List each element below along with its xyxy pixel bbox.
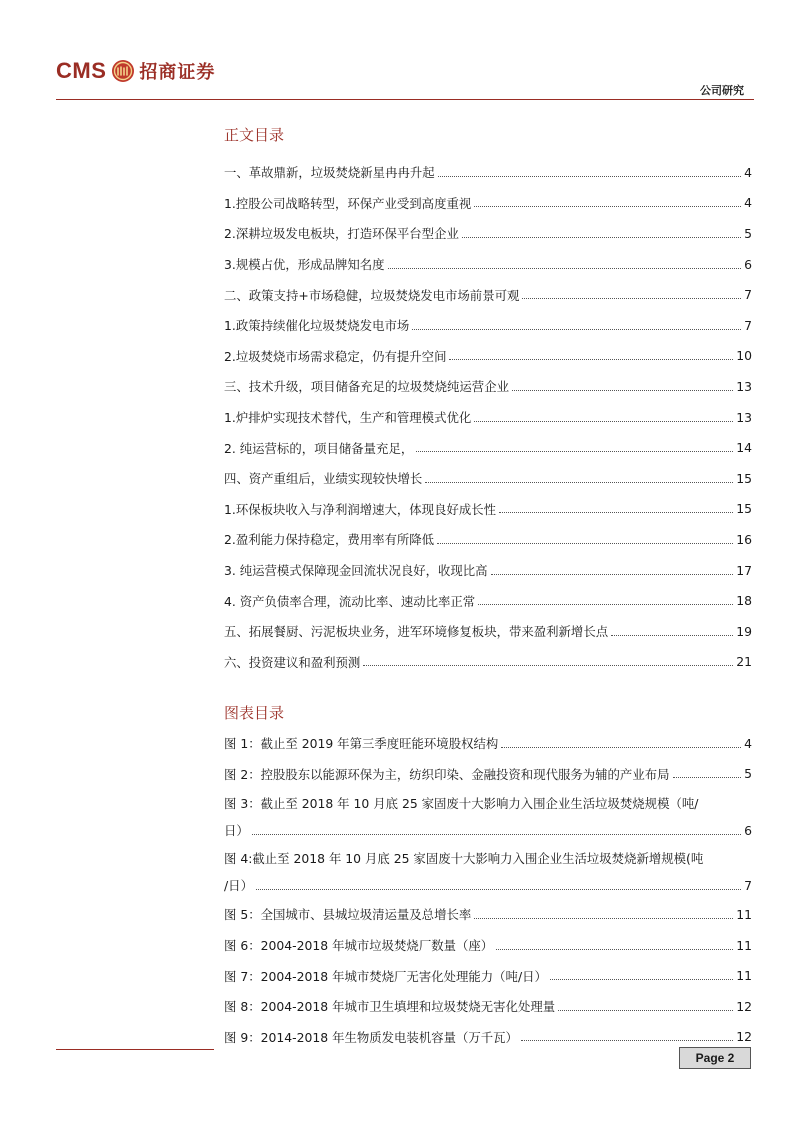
toc-item[interactable] xyxy=(224,157,752,188)
dot-leader xyxy=(550,979,733,980)
dot-leader xyxy=(438,176,741,177)
figure-item-page: 7 xyxy=(744,877,752,893)
figure-item-label-line2: /日） xyxy=(224,878,253,894)
dot-leader xyxy=(512,390,733,391)
page-number-badge: Page 2 xyxy=(679,1047,751,1069)
logo-text-cn: 招商证券 xyxy=(139,62,216,83)
dot-leader xyxy=(558,1010,733,1011)
toc-item-label: 2.盈利能力保持稳定，费用率有所降低 xyxy=(224,532,435,548)
logo-text-en: CMS xyxy=(56,58,107,83)
toc-item-page: 16 xyxy=(736,531,752,547)
dot-leader xyxy=(425,482,733,483)
footer-divider xyxy=(56,1049,214,1050)
toc-title: 正文目录 xyxy=(224,126,285,144)
figure-item-page: 12 xyxy=(736,998,752,1014)
logo-badge-icon xyxy=(111,59,135,83)
toc-item-page: 13 xyxy=(736,409,752,425)
toc-item-label: 3. 纯运营模式保障现金回流状况良好，收现比高 xyxy=(224,563,488,579)
figure-item-page: 11 xyxy=(736,906,752,922)
dot-leader xyxy=(521,1040,733,1041)
toc-item-label: 1.炉排炉实现技术替代，生产和管理模式优化 xyxy=(224,410,472,426)
toc-item-page: 6 xyxy=(744,256,752,272)
toc-item-page: 19 xyxy=(736,623,752,639)
dot-leader xyxy=(412,329,741,330)
dot-leader xyxy=(474,206,741,207)
dot-leader xyxy=(474,918,733,919)
toc-item-label: 2. 纯运营标的，项目储备量充足， xyxy=(224,440,414,456)
figure-item[interactable] xyxy=(224,1022,752,1053)
toc-item-page: 18 xyxy=(736,593,752,609)
figure-item-label: 图 5：全国城市、县城垃圾清运量及总增长率 xyxy=(224,907,472,923)
figure-item-label-line1: 图 3：截止至 2018 年 10 月底 25 家固废十大影响力入围企业生活垃圾焚烧规模（吨/ xyxy=(224,795,699,811)
dot-leader xyxy=(522,298,741,299)
toc-item[interactable] xyxy=(224,402,752,433)
toc-item-label: 4. 资产负债率合理，流动比率、速动比率正常 xyxy=(224,593,476,609)
toc-item-label: 1.控股公司战略转型，环保产业受到高度重视 xyxy=(224,195,472,211)
toc-item-page: 17 xyxy=(736,562,752,578)
dot-leader xyxy=(449,359,733,360)
figure-item-label: 图 7：2004-2018 年城市焚烧厂无害化处理能力（吨/日） xyxy=(224,968,547,984)
toc-item-page: 5 xyxy=(744,225,752,241)
dot-leader xyxy=(363,665,733,666)
page-header xyxy=(56,58,754,102)
figure-item-page: 12 xyxy=(736,1029,752,1045)
report-type-label: 公司研究 xyxy=(700,84,744,97)
toc-item-label: 六、投资建议和盈利预测 xyxy=(224,654,361,670)
toc-item[interactable] xyxy=(224,371,752,402)
figure-item-label: 图 2：控股股东以能源环保为主，纺织印染、金融投资和现代服务为辅的产业布局 xyxy=(224,766,670,782)
toc-item-page: 15 xyxy=(736,501,752,517)
toc-item[interactable] xyxy=(224,218,752,249)
dot-leader xyxy=(252,834,741,835)
toc-item[interactable] xyxy=(224,494,752,525)
figure-list-title: 图表目录 xyxy=(224,704,285,722)
figure-item[interactable] xyxy=(224,991,752,1022)
toc-item-page: 7 xyxy=(744,317,752,333)
toc-item-label: 1.环保板块收入与净利润增速大，体现良好成长性 xyxy=(224,501,497,517)
figure-item-page: 11 xyxy=(736,937,752,953)
toc-item-page: 13 xyxy=(736,378,752,394)
dot-leader xyxy=(256,889,741,890)
toc-item[interactable] xyxy=(224,463,752,494)
figure-list xyxy=(224,728,752,1052)
toc-item[interactable] xyxy=(224,341,752,372)
toc-item[interactable] xyxy=(224,188,752,219)
toc-item-page: 4 xyxy=(744,195,752,211)
header-divider xyxy=(56,99,754,100)
dot-leader xyxy=(416,451,733,452)
toc-item-label: 五、拓展餐厨、污泥板块业务，进军环境修复板块，带来盈利新增长点 xyxy=(224,624,609,640)
toc-item-label: 一、革故鼎新，垃圾焚烧新星冉冉升起 xyxy=(224,165,435,181)
figure-item-label: 图 9：2014-2018 年生物质发电装机容量（万千瓦） xyxy=(224,1029,518,1045)
toc-item-page: 14 xyxy=(736,440,752,456)
figure-item[interactable] xyxy=(224,789,752,844)
toc-item-page: 4 xyxy=(744,164,752,180)
figure-item-label: 图 6：2004-2018 年城市垃圾焚烧厂数量（座） xyxy=(224,938,494,954)
dot-leader xyxy=(673,777,742,778)
dot-leader xyxy=(478,604,733,605)
toc-item-page: 15 xyxy=(736,470,752,486)
toc-item[interactable] xyxy=(224,585,752,616)
dot-leader xyxy=(491,574,734,575)
figure-item[interactable] xyxy=(224,960,752,991)
toc-item[interactable] xyxy=(224,524,752,555)
figure-item[interactable] xyxy=(224,930,752,961)
dot-leader xyxy=(462,237,741,238)
figure-item-label: 图 1：截止至 2019 年第三季度旺能环境股权结构 xyxy=(224,736,499,752)
figure-item-page: 4 xyxy=(744,735,752,751)
figure-item[interactable] xyxy=(224,759,752,790)
toc-item[interactable] xyxy=(224,432,752,463)
toc-item-page: 7 xyxy=(744,287,752,303)
toc-item-label: 1.政策持续催化垃圾焚烧发电市场 xyxy=(224,318,410,334)
dot-leader xyxy=(611,635,733,636)
toc-item-page: 10 xyxy=(736,348,752,364)
dot-leader xyxy=(474,421,733,422)
figure-item[interactable] xyxy=(224,844,752,899)
figure-item[interactable] xyxy=(224,728,752,759)
dot-leader xyxy=(496,949,733,950)
toc-item[interactable] xyxy=(224,555,752,586)
toc-item[interactable] xyxy=(224,616,752,647)
dot-leader xyxy=(388,268,742,269)
dot-leader xyxy=(437,543,733,544)
figure-item-page: 6 xyxy=(744,822,752,838)
company-logo xyxy=(56,58,215,84)
toc-item-label: 二、政策支持+市场稳健，垃圾焚烧发电市场前景可观 xyxy=(224,287,520,303)
toc-item[interactable] xyxy=(224,310,752,341)
toc-item[interactable] xyxy=(224,647,752,678)
toc-list xyxy=(224,157,752,677)
toc-item-label: 2.垃圾焚烧市场需求稳定，仍有提升空间 xyxy=(224,348,447,364)
figure-item-page: 5 xyxy=(744,766,752,782)
toc-item[interactable] xyxy=(224,279,752,310)
dot-leader xyxy=(499,512,733,513)
figure-item-label-line1: 图 4:截止至 2018 年 10 月底 25 家固废十大影响力入围企业生活垃圾焚烧新增规模(吨 xyxy=(224,850,704,866)
toc-item-label: 三、技术升级，项目储备充足的垃圾焚烧纯运营企业 xyxy=(224,379,509,395)
figure-item-label-line2: 日） xyxy=(224,823,249,839)
toc-item-page: 21 xyxy=(736,654,752,670)
toc-item-label: 四、资产重组后，业绩实现较快增长 xyxy=(224,471,423,487)
dot-leader xyxy=(501,747,741,748)
figure-item-page: 11 xyxy=(736,968,752,984)
toc-item[interactable] xyxy=(224,249,752,280)
figure-item[interactable] xyxy=(224,899,752,930)
toc-item-label: 3.规模占优，形成品牌知名度 xyxy=(224,257,385,273)
toc-item-label: 2.深耕垃圾发电板块，打造环保平台型企业 xyxy=(224,226,459,242)
figure-item-label: 图 8：2004-2018 年城市卫生填埋和垃圾焚烧无害化处理量 xyxy=(224,999,556,1015)
